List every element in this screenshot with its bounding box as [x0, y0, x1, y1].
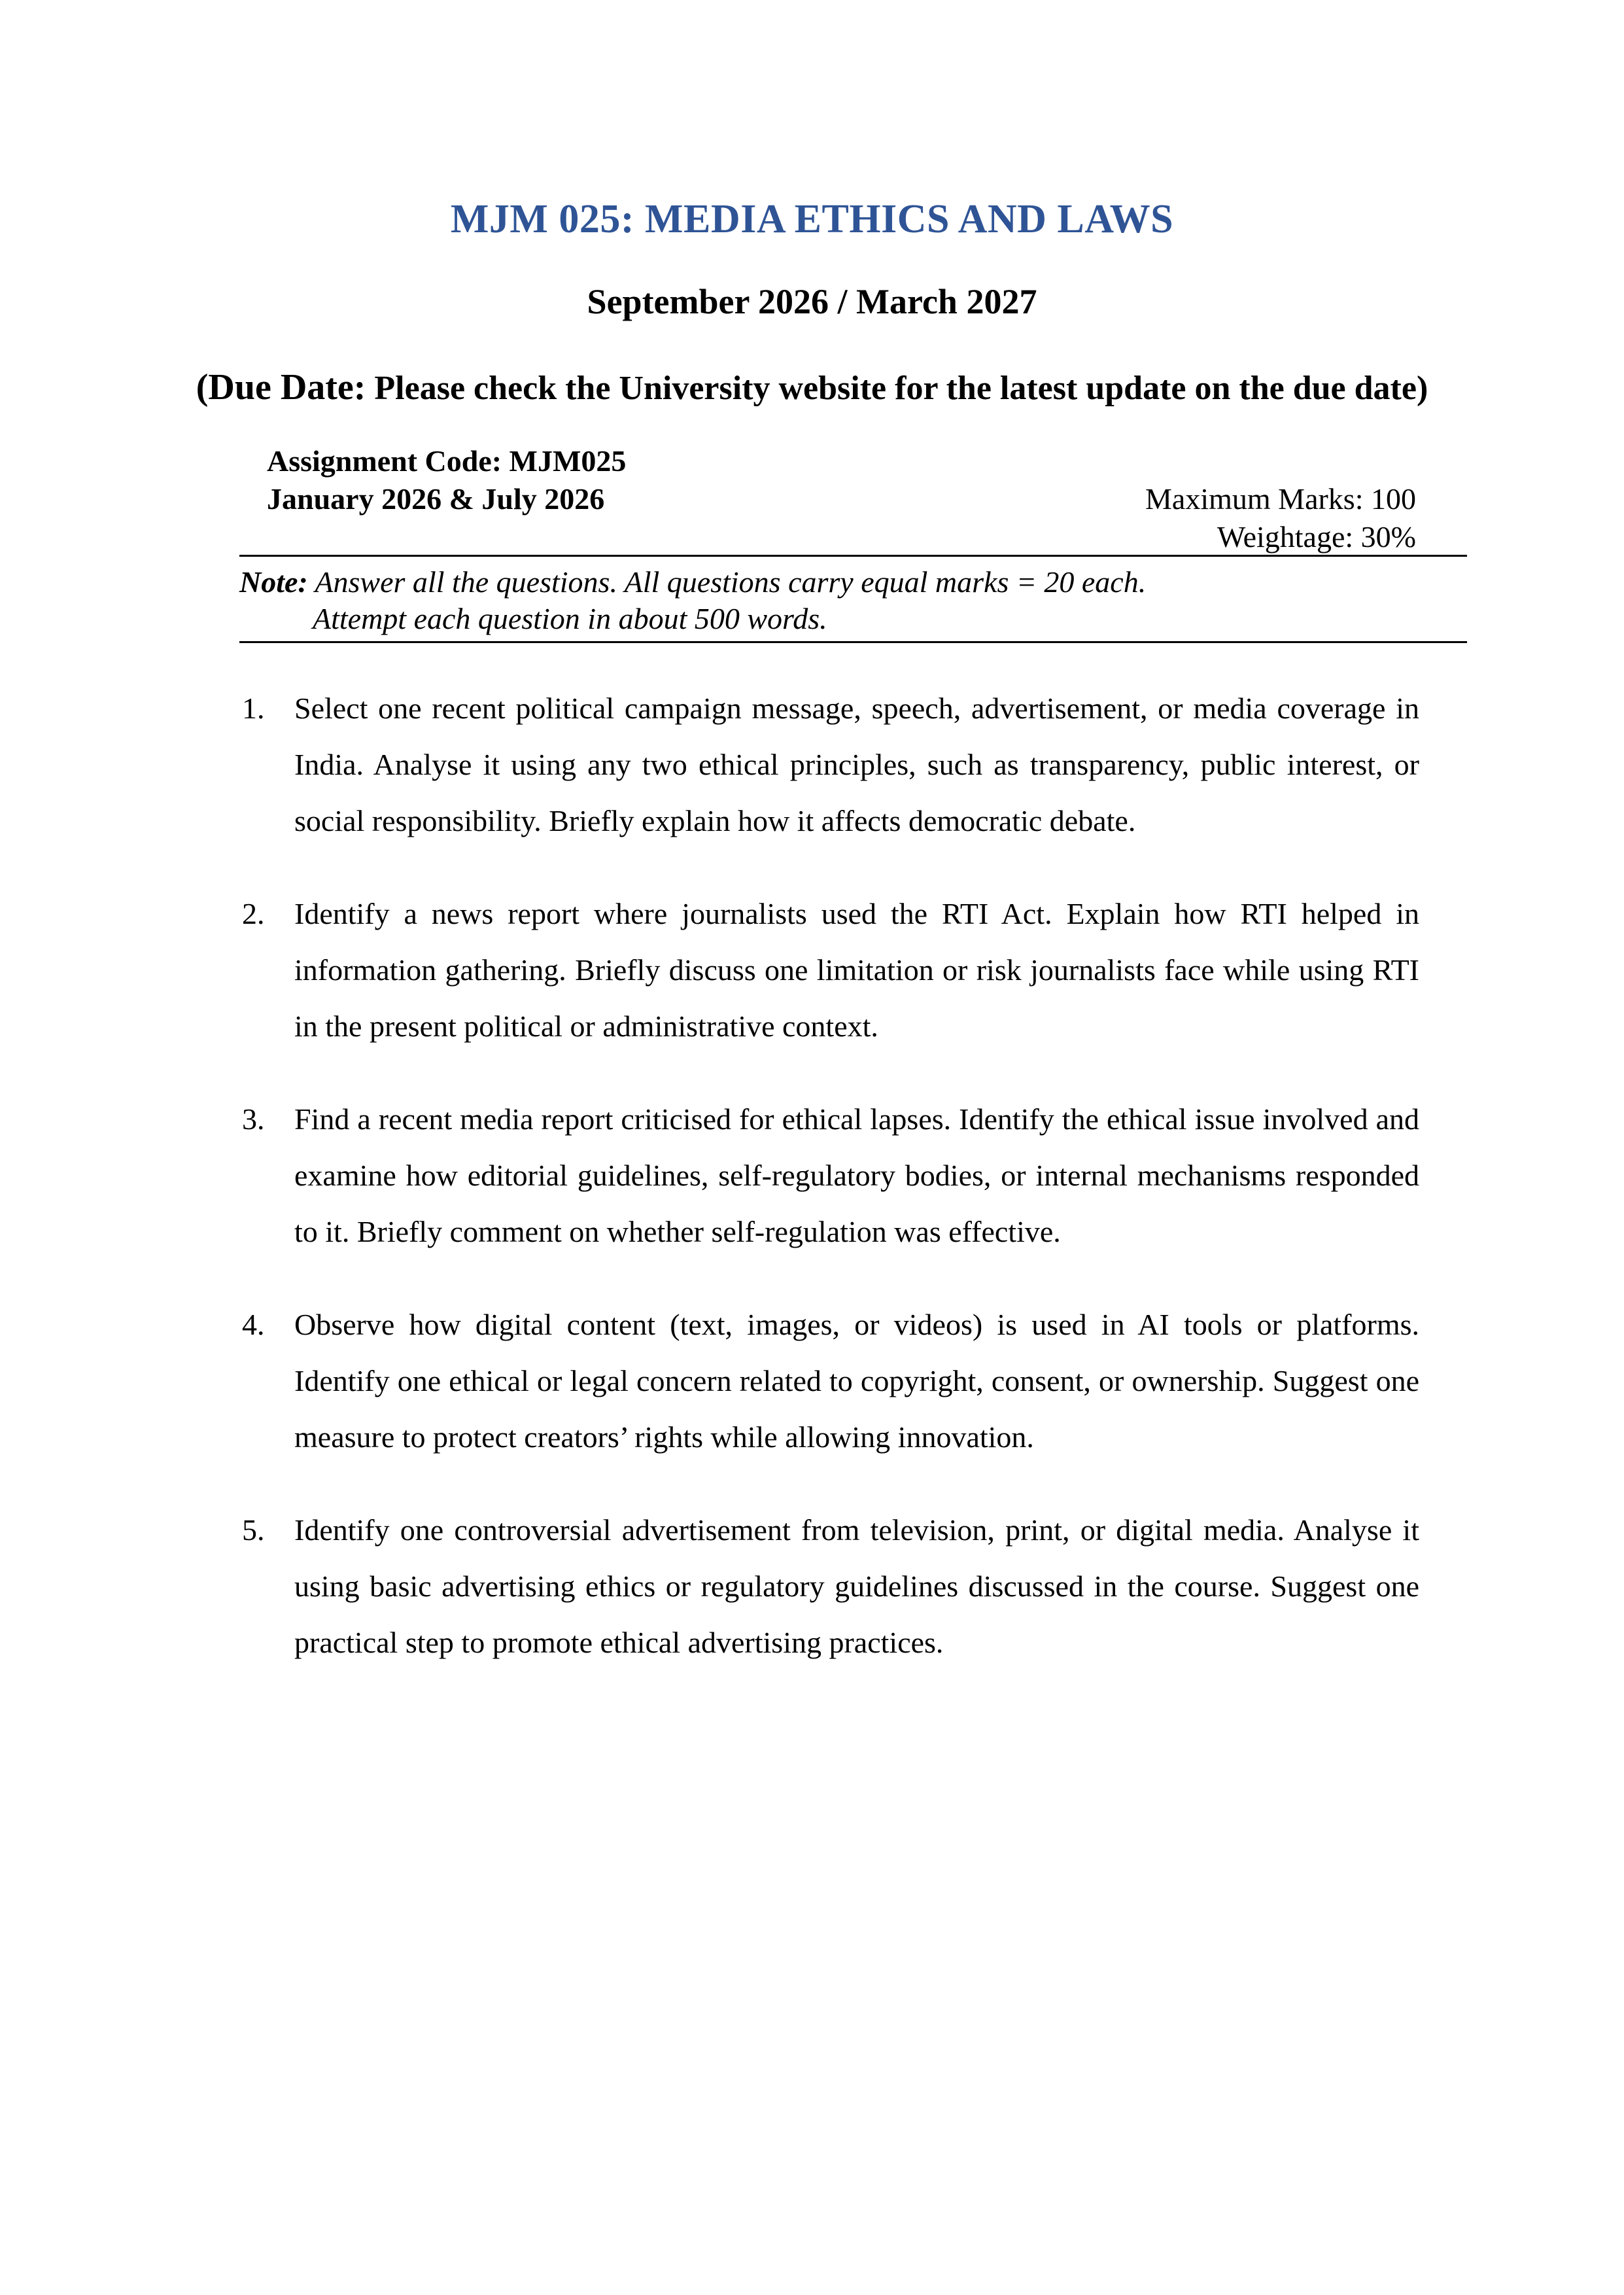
- question-text: Identify a news report where journalists used the RTI Act. Explain how RTI helped in information gathering. Briefly discuss one limitation or risk journalists face while using RTI in the present political or administrative context.: [294, 897, 1419, 1043]
- question-item: [242, 1297, 1419, 1465]
- session-heading: September 2026 / March 2027: [587, 282, 1037, 321]
- question-item: [242, 1502, 1419, 1671]
- question-text: Find a recent media report criticised for ethical lapses. Identify the ethical issue involved and examine how editorial guidelines, self-regulatory bodies, or internal mechanisms responded to it. Briefly comment on whether self-regulation was effective.: [294, 1102, 1419, 1248]
- divider-bottom: [239, 641, 1467, 643]
- question-number: 2.: [242, 897, 265, 930]
- assignment-code: Assignment Code: MJM025: [267, 444, 627, 478]
- question-text: Identify one controversial advertisement from television, print, or digital media. Analyse it using basic advertising ethics or regulatory guidelines discussed in the course. Suggest one practical step to promote ethical advertising practices.: [294, 1513, 1419, 1659]
- due-date-text: Please check the University website for the latest update on the due date): [374, 370, 1428, 407]
- assignment-meta-right: [1145, 480, 1416, 556]
- note-label: Note:: [239, 565, 308, 599]
- question-number: 1.: [242, 692, 265, 725]
- question-item: [242, 680, 1419, 849]
- due-date-line: [0, 366, 1624, 408]
- question-number: 3.: [242, 1102, 265, 1136]
- note-line-1: Answer all the questions. All questions carry equal marks = 20 each.: [315, 565, 1147, 599]
- question-number: 4.: [242, 1308, 265, 1341]
- question-item: [242, 1091, 1419, 1260]
- course-title: MJM 025: MEDIA ETHICS AND LAWS: [450, 197, 1174, 241]
- question-list: [242, 680, 1419, 1708]
- maximum-marks: Maximum Marks: 100: [1145, 482, 1416, 516]
- question-text: Select one recent political campaign message, speech, advertisement, or media coverage in India. Analyse it using any two ethical principles, such as transparency, public interest, or social responsibility. Briefly explain how it affects democratic debate.: [294, 692, 1419, 837]
- question-item: [242, 886, 1419, 1055]
- note-block: [239, 564, 1146, 637]
- assignment-cycle: January 2026 & July 2026: [267, 482, 605, 516]
- assignment-meta-left: [267, 442, 626, 518]
- due-date-label: (Due Date:: [196, 367, 366, 408]
- question-number: 5.: [242, 1513, 265, 1547]
- weightage: Weightage: 30%: [1217, 520, 1416, 553]
- divider-top: [239, 555, 1467, 557]
- question-text: Observe how digital content (text, images, or videos) is used in AI tools or platforms. Identify one ethical or legal concern related to copyright, consent, or ownership. Suggest one measure to protect creators’ rights while allowing innovation.: [294, 1308, 1419, 1454]
- note-line-2: Attempt each question in about 500 words.: [313, 602, 827, 635]
